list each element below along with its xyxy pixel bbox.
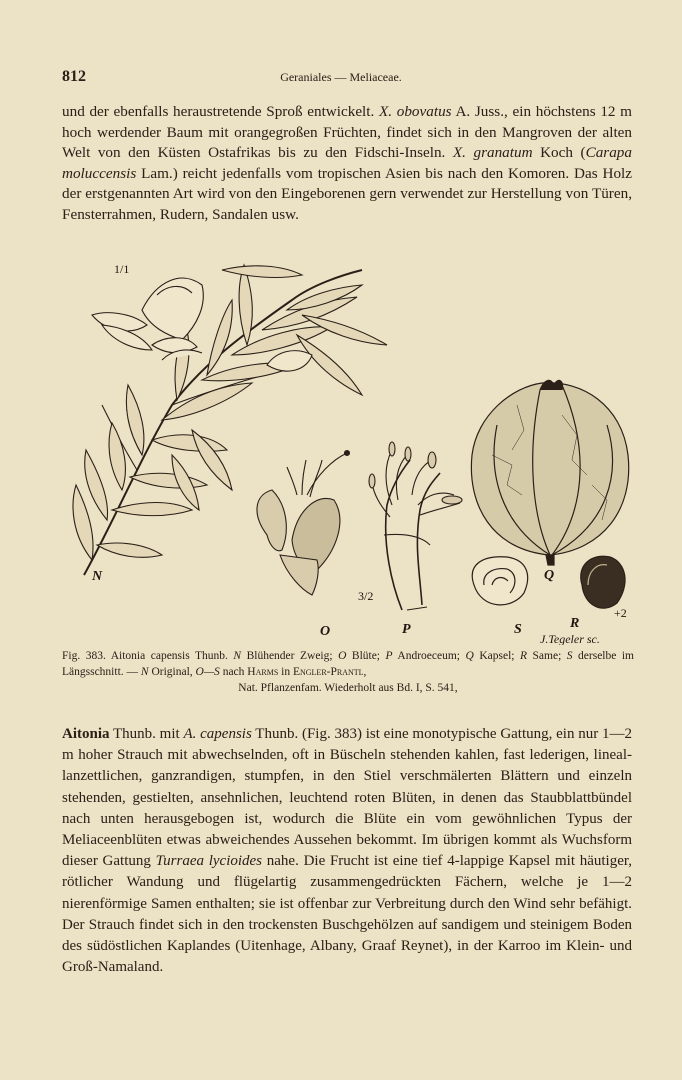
label-ref: N xyxy=(140,666,149,678)
label-p: P xyxy=(402,622,411,637)
page-header xyxy=(62,68,620,88)
species-name: Carapa moluccensis xyxy=(62,144,632,182)
caption-source: Nat. Pflanzenfam. Wiederholt aus Bd. I, S. 541, xyxy=(238,682,458,694)
figure-number: Fig. 383. xyxy=(62,650,106,662)
seed-section-illustration xyxy=(472,557,527,605)
text-run: nach xyxy=(219,666,248,678)
paragraph-aitonia xyxy=(62,724,632,978)
text-run: , xyxy=(363,666,367,678)
author-name: Harms xyxy=(247,666,279,678)
number: 12 xyxy=(600,103,616,120)
species-name: X. obovatus xyxy=(378,103,452,120)
label-s: S xyxy=(514,622,522,637)
text-run: Aitonia capensis Thunb. xyxy=(105,650,234,662)
page-number: 812 xyxy=(62,68,86,85)
label-o: O xyxy=(320,624,331,639)
botanical-figure xyxy=(62,255,642,645)
label-ref: S xyxy=(566,650,573,662)
text-run: m hoch werdender Baum mit orangegroßen Früchten, findet sich in den Mangroven der alten Welt von den Küsten Ostafrikas bis zu den Fidschi-Inseln. xyxy=(62,103,632,162)
label-ref: P xyxy=(385,650,393,662)
label-n: N xyxy=(92,569,103,584)
scale-o: 3/2 xyxy=(358,589,374,603)
androeceum-illustration xyxy=(369,442,462,610)
text-run: Thunb. (Fig. 383) ist eine monotypische Gattung, ein nur xyxy=(251,726,602,742)
figure-caption xyxy=(62,648,634,696)
species-name: Turraea lycioides xyxy=(155,853,263,870)
text-run: und der ebenfalls heraustretende Sproß entwickelt. xyxy=(62,103,379,120)
text-run: nierenförmige Samen enthalten; sie ist offenbar zur Verbreitung durch den Wind sehr befähigt. Der Strauch findet sich in den trockensten Buschgehölzen auf sandigem und steinigem Boden des südöstlichen Kaplandes (Uitenhage, Albany, Graaf Reynet), in der Karroo im Klein- und Groß-Namaland. xyxy=(62,895,632,976)
label-q: Q xyxy=(544,568,555,583)
flower-illustration xyxy=(257,451,350,596)
label-ref: R xyxy=(519,650,528,662)
text-run: A. Juss., ein höchstens xyxy=(451,103,601,120)
label-ref: O xyxy=(338,650,347,662)
text-run: Androeceum; xyxy=(392,650,466,662)
paragraph-xylocarpus xyxy=(62,102,632,226)
flowering-branch-illustration xyxy=(73,265,387,575)
engraver-signature: J.Tegeler sc. xyxy=(540,632,600,645)
seed-illustration xyxy=(581,556,625,608)
text-run: derselbe im Längsschnitt. — xyxy=(62,650,634,678)
label-r: R xyxy=(570,616,580,631)
genus-name: Aitonia xyxy=(62,726,110,742)
species-name: A. capensis xyxy=(183,726,252,742)
number: 1—2 xyxy=(602,726,632,742)
label-ref: Q xyxy=(465,650,474,662)
text-run: Koch ( xyxy=(532,144,586,162)
text-run: Same; xyxy=(527,650,567,662)
text-run: in xyxy=(278,666,293,678)
text-run: Original, xyxy=(148,666,196,678)
text-run: Lam.) reicht jedenfalls vom tropischen Asien bis nach den Komoren. Das Holz der erstgenannten Art wird von den Eingeborenen gern verwendet zur Herstellung von Türen, Fensterrahmen, Rudern, Sandalen usw. xyxy=(62,164,632,223)
number: 1—2 xyxy=(602,874,632,891)
capsule-illustration xyxy=(471,380,628,565)
running-title: Geraniales — Meliaceae. xyxy=(280,70,402,84)
text-run: nahe. Die Frucht ist eine tief 4-lappige Kapsel mit häutiger, rötlicher Wandung und flügelartig zusammengedrückten Fächern, welche je xyxy=(62,853,633,891)
text-run: Blühender Zweig; xyxy=(241,650,339,662)
author-name: Engler-Prantl xyxy=(292,666,364,678)
scale-n: 1/1 xyxy=(114,262,130,276)
label-ref: N xyxy=(233,650,242,662)
text-run: Thunb. mit xyxy=(109,726,184,742)
text-run: Kapsel; xyxy=(473,650,520,662)
text-run: m hoher Strauch mit abwechselnden, oft in Büscheln stehenden kahlen, fast lederigen, lineal-lanzettlichen, ganzrandigen, stumpfen, in den Stiel verschmälerten Blättern und einzeln stehenden, gestielten, ansehnlichen, leuchtend roten Blüten, in denen das Staubblattbündel nach unten herausgebogen ist, wodurch die Blüte ein vom gewöhnlichen Typus der Meliaceenblüten etwas abweichendes Aussehen bekommt. Im übrigen kommt als Wuchsform dieser Gattung xyxy=(62,747,632,870)
species-name: X. granatum xyxy=(452,144,533,162)
text-run: Blüte; xyxy=(346,650,386,662)
label-ref: O—S xyxy=(195,666,220,678)
scale-r: +2 xyxy=(614,606,627,620)
